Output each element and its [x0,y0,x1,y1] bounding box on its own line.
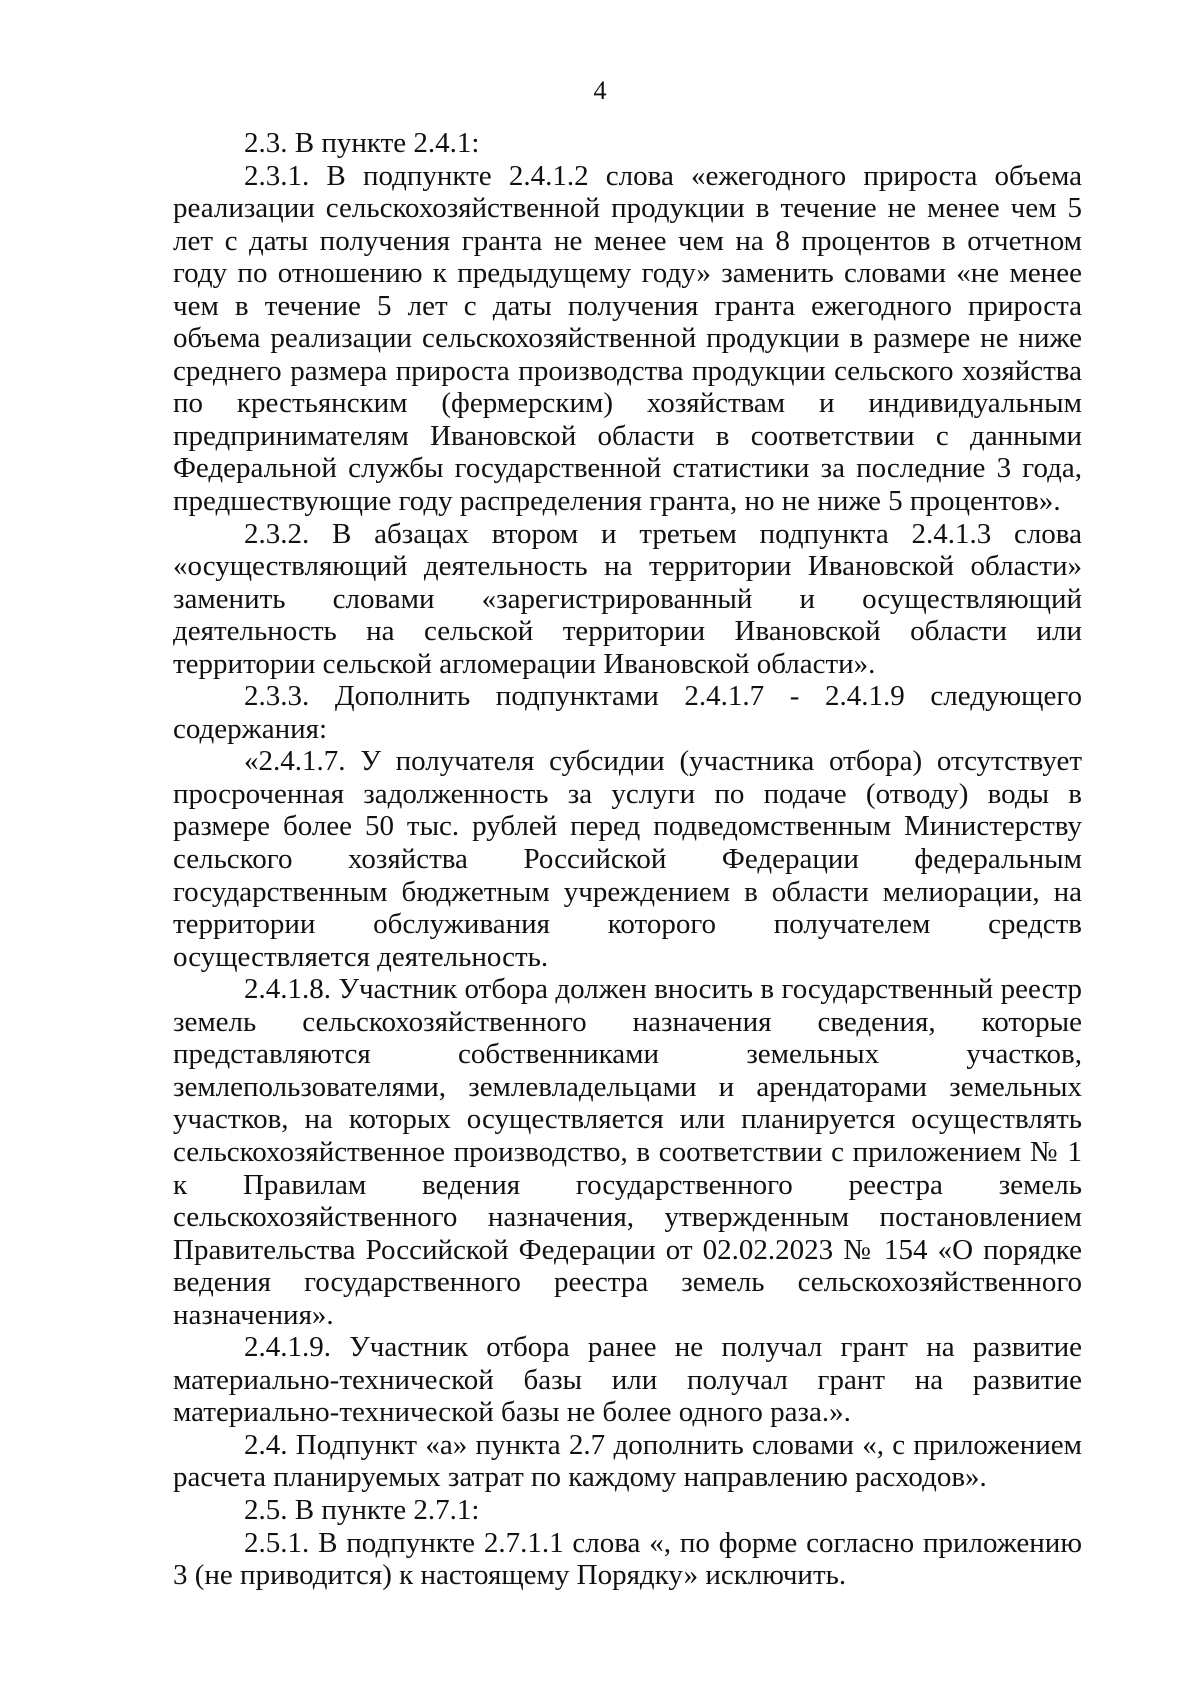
paragraph-2-4-1-7: «2.4.1.7. У получателя субсидии (участника отбора) отсутствует просроченная задолженность за услуги по подаче (отводу) воды в размере более 50 тыс. рублей перед подведомственным Министерству сельского хозяйства Российской Федерации федеральным государственным бюджетным учреждением в области мелиорации, на территории обслуживания которого получателем средств осуществляется деятельность. [173,745,1082,973]
paragraph-2-3-1: 2.3.1. В подпункте 2.4.1.2 слова «ежегодного прироста объема реализации сельскохозяйственной продукции в течение не менее чем 5 лет с даты получения гранта не менее чем на 8 процентов в отчетном году по отношению к предыдущему году» заменить словами «не менее чем в течение 5 лет с даты получения гранта ежегодного прироста объема реализации сельскохозяйственной продукции в размере не ниже среднего размера прироста производства продукции сельского хозяйства по крестьянским (фермерским) хозяйствам и индивидуальным предпринимателям Ивановской области в соответствии с данными Федеральной службы государственной статистики за последние 3 года, предшествующие году распределения гранта, но не ниже 5 процентов». [173,159,1082,518]
page-number: 4 [593,76,607,105]
paragraph-2-4-1-9: 2.4.1.9. Участник отбора ранее не получал грант на развитие материально-технической базы или получал грант на развитие материально-технической базы не более одного раза.». [173,1331,1082,1429]
paragraph-2-5-1: 2.5.1. В подпункте 2.7.1.1 слова «, по форме согласно приложению 3 (не приводится) к настоящему Порядку» исключить. [173,1526,1082,1592]
paragraph-2-3: 2.3. В пункте 2.4.1: [244,127,480,159]
paragraph-2-3-2: 2.3.2. В абзацах втором и третьем подпункта 2.4.1.3 слова «осуществляющий деятельность на территории Ивановской области» заменить словами «зарегистрированный и осуществляющий деятельность на сельской территории Ивановской области или территории сельской агломерации Ивановской области». [173,517,1082,680]
paragraph-2-4-1-8: 2.4.1.8. Участник отбора должен вносить в государственный реестр земель сельскохозяйственного назначения сведения, которые представляются собственниками земельных участков, землепользователями, землевладельцами и арендаторами земельных участков, на которых осуществляется или планируется осуществлять сельскохозяйственное производство, в соответствии с приложением № 1 к Правилам ведения государственного реестра земель сельскохозяйственного назначения, утвержденным постановлением Правительства Российской Федерации от 02.02.2023 № 154 «О порядке ведения государственного реестра земель сельскохозяйственного назначения». [173,973,1082,1331]
paragraph-2-3-3: 2.3.3. Дополнить подпунктами 2.4.1.7 - 2.4.1.9 следующего содержания: [173,680,1082,745]
paragraph-2-5: 2.5. В пункте 2.7.1: [244,1493,480,1526]
paragraph-2-4: 2.4. Подпункт «а» пункта 2.7 дополнить словами «, с приложением расчета планируемых затрат по каждому направлению расходов». [173,1428,1082,1494]
document-body [173,127,1082,1592]
